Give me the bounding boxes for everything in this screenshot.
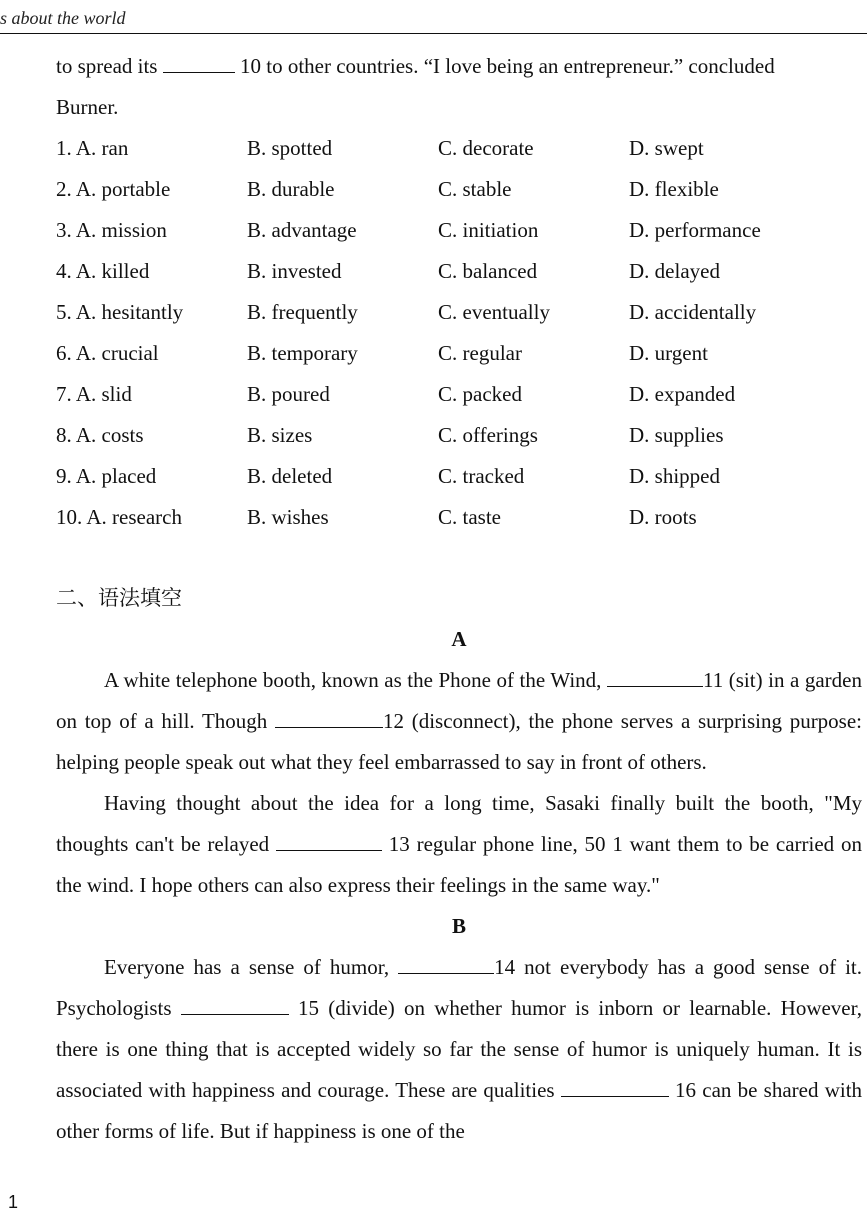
option-choice: 5. A. hesitantly [56, 300, 184, 324]
option-choice: B. invested [247, 259, 342, 283]
text-span: 12 (disconnect), the phone serves a [383, 709, 691, 733]
text-span: it. Psychologists [56, 955, 863, 1020]
option-choice: B. frequently [247, 300, 358, 324]
option-choice: D. swept [629, 136, 704, 160]
passage-b-label: B [451, 914, 466, 938]
option-choice: B. deleted [247, 464, 333, 488]
option-choice: D. roots [629, 505, 697, 529]
option-row [56, 497, 862, 538]
option-row [56, 333, 862, 374]
intro-text-post: 10 to other countries. “I love being an entrepreneur.” concluded [239, 54, 775, 78]
option-row [56, 456, 862, 497]
option-choice: D. performance [629, 218, 761, 242]
option-choice: C. stable [438, 177, 512, 201]
option-choice: D. accidentally [629, 300, 757, 324]
option-choice: 4. A. killed [56, 259, 150, 283]
option-choice: C. balanced [438, 259, 538, 283]
option-choice: D. shipped [629, 464, 720, 488]
option-choice: C. initiation [438, 218, 539, 242]
blank-12 [275, 707, 383, 728]
options-list [56, 128, 862, 538]
text-span: uniquely human. It is associated with happiness and courage. These are qualities [56, 1037, 863, 1102]
passage-a-label: A [451, 627, 467, 651]
intro-line-1 [56, 46, 862, 87]
option-choice: B. advantage [247, 218, 357, 242]
page-content [56, 46, 862, 1152]
header-rule [0, 33, 867, 34]
option-choice: 1. A. ran [56, 136, 129, 160]
option-row [56, 169, 862, 210]
text-span: 14 not everybody has a good sense of [494, 955, 837, 979]
option-row [56, 415, 862, 456]
option-choice: B. spotted [247, 136, 333, 160]
section-title: 二、语法填空 [56, 586, 182, 610]
option-choice: 9. A. placed [56, 464, 157, 488]
blank-10 [163, 52, 235, 73]
text-span: 13 regular phone line, 50 1 want them to [388, 832, 743, 856]
text-span: A white telephone booth, known as the Phone of the Wind, [104, 668, 602, 692]
option-choice: 10. A. research [56, 505, 182, 529]
option-choice: D. delayed [629, 259, 720, 283]
text-span: 11 (sit) in [702, 668, 785, 692]
option-choice: B. wishes [247, 505, 329, 529]
text-span: a garden on top of a hill. Though [56, 668, 862, 733]
text-span: However, there is one thing that is accepted widely so far the sense of humor is [56, 996, 863, 1061]
blank-15 [181, 994, 289, 1015]
blank-13 [276, 830, 382, 851]
option-choice: 7. A. slid [56, 382, 132, 406]
intro-text-pre: to spread its [56, 54, 158, 78]
option-choice: D. urgent [629, 341, 708, 365]
option-row [56, 210, 862, 251]
page-number: 1 [8, 1192, 19, 1212]
blank-11 [607, 666, 703, 687]
option-row [56, 128, 862, 169]
option-choice: C. taste [438, 505, 501, 529]
option-choice: D. supplies [629, 423, 724, 447]
option-row [56, 374, 862, 415]
text-span: Everyone has a sense of humor, [104, 955, 390, 979]
text-span: 15 (divide) on whether humor is inborn or learnable. [298, 996, 772, 1020]
option-choice: C. eventually [438, 300, 550, 324]
option-choice: C. decorate [438, 136, 534, 160]
option-choice: B. poured [247, 382, 330, 406]
option-choice: 2. A. portable [56, 177, 171, 201]
option-choice: C. packed [438, 382, 522, 406]
option-choice: 8. A. costs [56, 423, 144, 447]
passage-b-paragraph-1 [56, 947, 862, 1152]
blank-14 [398, 953, 494, 974]
passage-a-paragraph-2 [56, 783, 862, 906]
option-choice: B. temporary [247, 341, 358, 365]
option-choice: 3. A. mission [56, 218, 167, 242]
option-choice: C. offerings [438, 423, 538, 447]
option-row [56, 292, 862, 333]
blank-16 [561, 1076, 669, 1097]
option-choice: 6. A. crucial [56, 341, 159, 365]
option-choice: D. flexible [629, 177, 719, 201]
option-choice: C. regular [438, 341, 522, 365]
text-span: "My thoughts can't be relayed [56, 791, 863, 856]
option-row [56, 251, 862, 292]
text-span: be carried on the wind. I hope others can also express their feelings in the same way." [56, 832, 862, 897]
intro-line-2: Burner. [56, 95, 119, 119]
option-choice: B. durable [247, 177, 335, 201]
passage-a-paragraph-1 [56, 660, 862, 783]
option-choice: C. tracked [438, 464, 525, 488]
option-choice: D. expanded [629, 382, 736, 406]
text-span: 16 can be shared with other forms of life. But if happiness is one of the [56, 1078, 863, 1143]
running-header: s about the world [0, 8, 126, 28]
option-choice: B. sizes [247, 423, 313, 447]
text-span: front of others. [581, 750, 707, 774]
text-span: surprising purpose: helping people speak out what they feel embarrassed to say in [56, 709, 863, 774]
text-span: Having thought about the idea for a long time, Sasaki finally built the booth, [104, 791, 814, 815]
